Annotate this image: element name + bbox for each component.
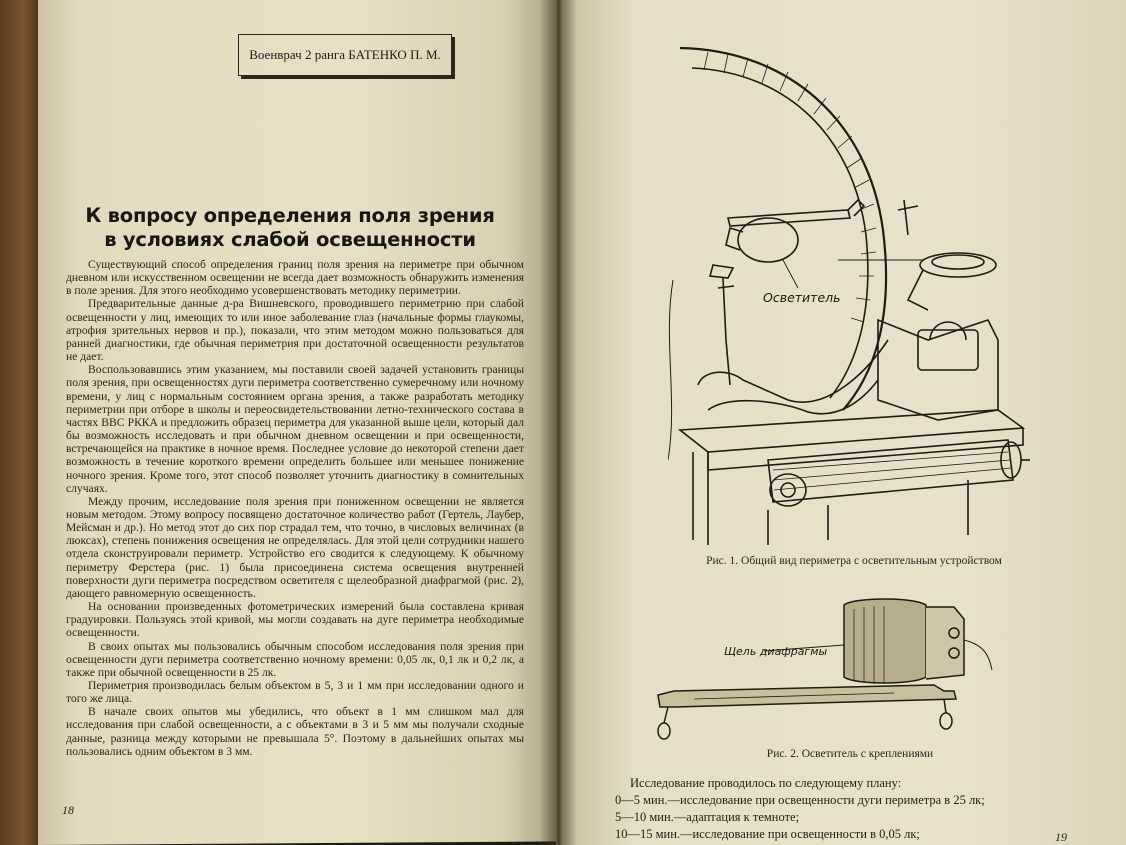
paragraph-3: Воспользовавшись этим указанием, мы поставили своей задачей установить границы поля зрения, при освещенностях дуги периметра соответственно сумеречному или ночному времени, у лиц с нормальным состоянием органа зрения, а также разработать методику периметрии при отборе в школы и переосвидетельствовании летно-технического состава в частях ВВС РККА и предложить образец периметра для указанной выше цели, который дал бы возможность исследовать и при обычном дневном освещении и при освещенности, встречающейся на практике в ночное время. Последнее условие до некоторой степени дает возможность в течение короткого времени определить большее или меньшее понижение ночного зрения. Кроме того, этот способ позволяет уточнить диагностику в сомнительных случаях. — [66, 363, 524, 495]
slit-label: Щель диафрагмы — [724, 645, 828, 658]
plan-intro: Исследование проводилось по следующему плану: — [630, 776, 902, 790]
research-plan — [615, 775, 1095, 843]
paragraph-8: В начале своих опытов мы убедились, что объект в 1 мм слишком мал для исследования при слабой освещенности, а с объектами в 3 и 5 мм мы получали сходные данные, разница между которыми не превышала 5°. Поэтому в дальнейших опытах мы пользовались одним объектом в 3 мм. — [66, 705, 524, 758]
plan-row-2: 5—10 мин.—адаптация к темноте; — [615, 810, 800, 824]
book-gutter-shadow — [540, 0, 576, 845]
paragraph-7: Периметрия производилась белым объектом в 5, 3 и 1 мм при исследовании одного и того же лица. — [66, 679, 524, 706]
book-cover-edge — [0, 0, 40, 845]
figure-1-caption: Рис. 1. Общий вид периметра с осветительным устройством — [706, 555, 1002, 567]
page-number-right: 19 — [1055, 830, 1067, 844]
page-number-left: 18 — [62, 803, 74, 817]
paragraph-4: Между прочим, исследование поля зрения при пониженном освещении не является новым методом. Этому вопросу посвящено достаточное количество работ (Гертель, Лаубер, Мейсман и др.). Но метод этот до сих пор страдал тем, что точно, в числовых величинах (в люксах), степень понижения освещения не определялась. Для этой цели сотрудники нашего отдела сконструировали периметр. Устройство его сводится к следующему. К обычному периметру Ферстера (рис. 1) была присоединена система освещения внутренней поверхности дуги периметра посредством осветителя с щелеобразной диафрагмой (рис. 2), дающего равномерную освещенность. — [66, 494, 524, 600]
article-body — [66, 258, 524, 758]
author-header: Военврач 2 ранга БАТЕНКО П. М. — [249, 47, 441, 62]
author-header-box — [238, 34, 452, 76]
figure-illuminator-illustration — [654, 595, 994, 745]
paragraph-6: В своих опытах мы пользовались обычным способом исследования поля зрения при освещенности дуги периметра соответственно ночному времени: 0,05 лк, 0,1 лк и 0,2 лк, а также при обычной освещенности в 25 лк. — [66, 639, 524, 679]
paragraph-1: Существующий способ определения границ поля зрения на периметре при обычном дневном или искусственном освещении не всегда дает возможность обнаружить изменения в поле зрения. Для этого необходимо усовершенствовать методику периметрии. — [66, 258, 524, 298]
illuminator-label: Осветитель — [763, 290, 841, 305]
plan-row-1: 0—5 мин.—исследование при освещенности дуги периметра в 25 лк; — [615, 793, 985, 807]
article-title-line2: в условиях слабой освещенности — [104, 228, 476, 251]
article-title-line1: К вопросу определения поля зрения — [85, 204, 495, 227]
plan-row-3: 10—15 мин.—исследование при освещенности в 0,05 лк; — [615, 827, 920, 841]
figure-perimeter-illustration — [668, 40, 1048, 550]
paragraph-5: На основании произведенных фотометрических измерений была составлена кривая градуировки. Пользуясь этой кривой, мы могли создавать на дуге периметра необходимые освещенности. — [66, 600, 524, 640]
paragraph-2: Предварительные данные д-ра Вишневского, проводившего периметрию при слабой освещенности у лиц, имеющих то или иное заболевание глаз (начальные формы глаукомы, атрофия зрительных нервов и пр.), показали, что этим методом можно пользоваться для ранней диагностики, где обычная периметрия при достаточной освещенности результатов не дает. — [66, 297, 524, 364]
figure-2-caption: Рис. 2. Осветитель с креплениями — [766, 748, 934, 760]
